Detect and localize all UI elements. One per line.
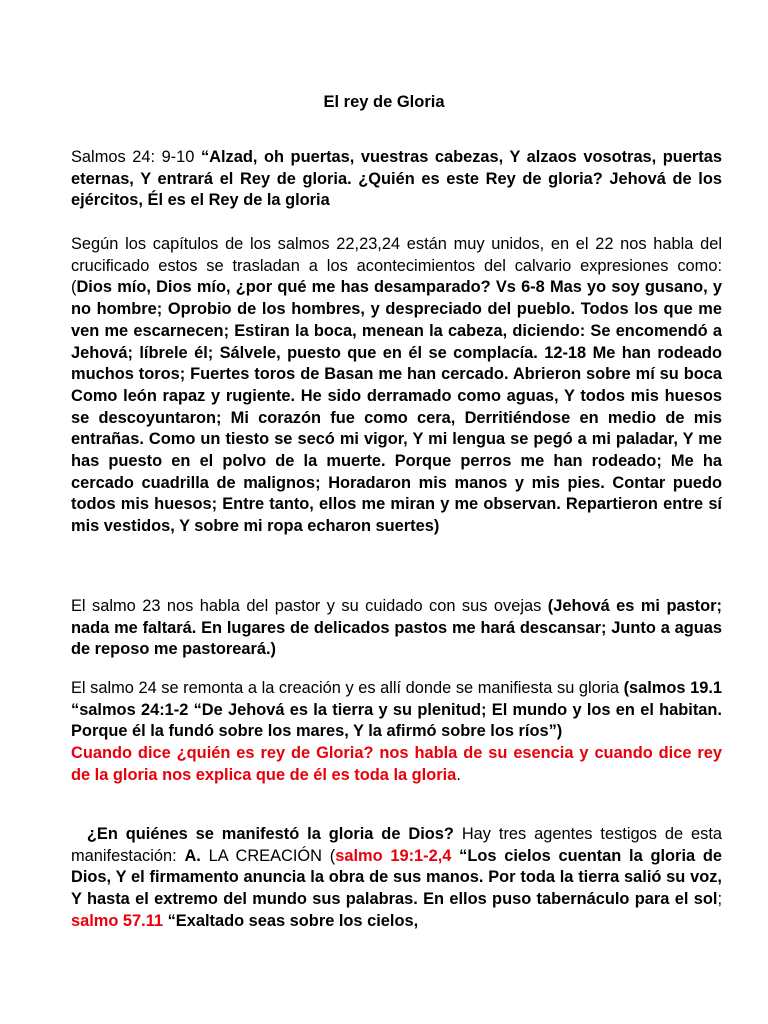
sentence-end: . (456, 765, 461, 784)
la-creacion-label: LA CREACIÓN ( (200, 846, 336, 865)
paragraph-manifestacion (71, 824, 722, 933)
section-question: ¿En quiénes se manifestó la gloria de Dios? (86, 825, 454, 843)
highlighted-statement: Cuando dice ¿quién es rey de Gloria? nos habla de su esencia y cuando dice rey de la gloria nos explica que de él es toda la gloria (71, 744, 722, 784)
verse-quote: “Los cielos cuentan la gloria de Dios, Y el firmamento anuncia la obra de sus manos. Por toda la tierra salió su voz, Y hasta el extremo del mundo sus palabras. En ellos puso tabernáculo para el sol (71, 846, 722, 909)
verse-quote: Dios mío, Dios mío, ¿por qué me has desamparado? Vs 6-8 Mas yo soy gusano, y no hombre; Oprobio de los hombres, y despreciado del pueblo. Todos los que me ven me escarnecen; Estiran la boca, menean la cabeza, diciendo: Se encomendó a Jehová; líbrele él; Sálvele, puesto que en él se complacía. 12-18 Me han rodeado muchos toros; Fuertes toros de Basan me han cercado. Abrieron sobre mí su boca Como león rapaz y rugiente. He sido derramado como aguas, Y todos mis huesos se descoyuntaron; Mi corazón fue como cera, Derritiéndose en medio de mis entrañas. Como un tiesto se secó mi vigor, Y mi lengua se pegó a mi paladar, Y me has puesto en el polvo de la muerte. Porque perros me han rodeado; Me ha cercado cuadrilla de malignos; Horadaron mis manos y mis pies. Contar puedo todos mis huesos; Entre tanto, ellos me miran y me observan. Repartieron entre sí mis vestidos, Y sobre mi ropa echaron suertes) (71, 278, 722, 536)
verse-reference-red-2: salmo 57.11 (71, 911, 164, 930)
paragraph-salmos-24-9-10 (71, 147, 722, 212)
separator: ; (717, 890, 722, 909)
paragraph-intro: El salmo 23 nos habla del pastor y su cuidado con sus ovejas (71, 597, 548, 615)
paragraph-salmo-24 (71, 678, 722, 787)
verse-quote-2: “Exaltado seas sobre los cielos, (163, 911, 419, 930)
paragraph-salmos-22 (71, 234, 722, 538)
paragraph-salmo-23 (71, 596, 722, 661)
verse-reference-red: salmo 19:1-2,4 (335, 846, 452, 865)
list-letter-a: A. (184, 846, 201, 865)
verse-reference: Salmos 24: 9-10 (71, 148, 201, 166)
paragraph-text: Hay tres agentes testigos de esta manifestación: (71, 825, 723, 865)
paragraph-intro: El salmo 24 se remonta a la creación y es allí donde se manifiesta su gloria (71, 679, 624, 697)
verse-quote: (salmos 19.1 “salmos 24:1-2 “De Jehová es la tierra y su plenitud; El mundo y los en el habitan. Porque él la fundó sobre los mares, Y la afirmó sobre los ríos”) (71, 679, 722, 741)
paragraph-intro: Según los capítulos de los salmos 22,23,24 están muy unidos, en el 22 nos habla del crucificado estos se trasladan a los acontecimientos del calvario expresiones como: ( (71, 235, 722, 297)
verse-quote: (Jehová es mi pastor; nada me faltará. En lugares de delicados pastos me hará descansar; Junto a aguas de reposo me pastoreará.) (71, 597, 722, 659)
verse-quote: “Alzad, oh puertas, vuestras cabezas, Y alzaos vosotras, puertas eternas, Y entrará el Rey de gloria. ¿Quién es este Rey de gloria? Jehová de los ejércitos, Él es el Rey de la gloria (71, 148, 722, 210)
document-title: El rey de Gloria (323, 93, 445, 111)
